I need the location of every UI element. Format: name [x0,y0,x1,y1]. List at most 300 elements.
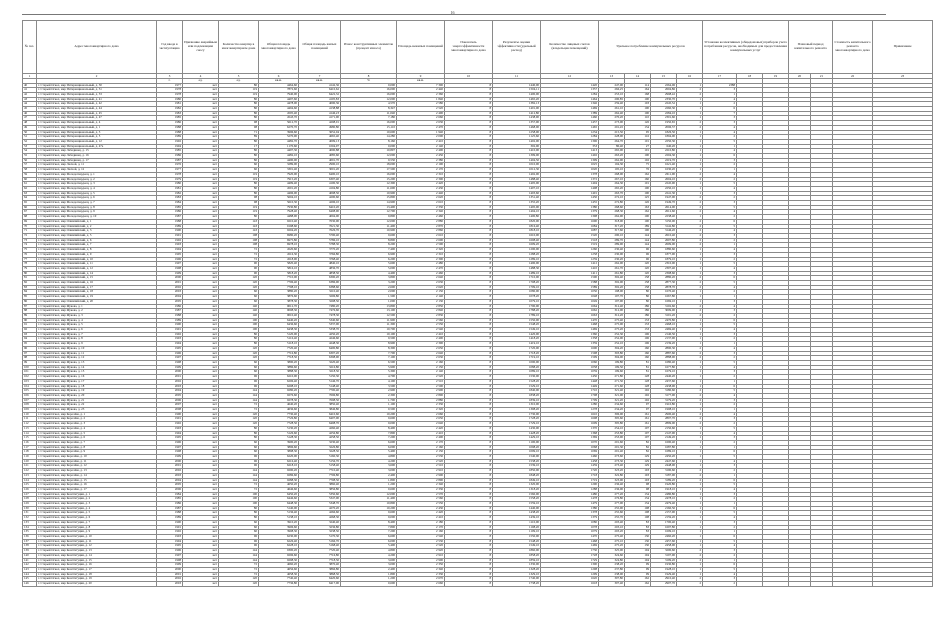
table-cell: 108 [219,238,259,243]
table-cell: нет [183,337,219,342]
table-cell: 2897,70 [651,417,677,422]
table-cell: 3218,50 [299,370,341,375]
table-cell: 2 310 [397,172,445,177]
table-cell: г. Старый Оскол, мкр Королёва, д. 17 [37,487,157,492]
table-cell: 199,50 [599,365,625,370]
table-cell: 2 430 [397,506,445,511]
table-cell: 2 [677,201,703,206]
table-cell: 198,00 [599,290,625,295]
table-cell: 144 [625,234,651,239]
table-cell: нет [183,309,219,314]
table-cell: 8 [445,516,493,521]
table-cell: 1 [677,328,703,333]
table-cell: 158 [625,276,651,281]
table-cell: 2140,50 [651,332,677,337]
table-cell: 130 [625,544,651,549]
table-cell: 1402 [541,154,599,159]
table-cell: г. Старый Оскол, мкр Жукова, д. 1 [37,304,157,309]
table-cell: 2006 [157,398,183,403]
table-cell: 8 [445,563,493,568]
table-cell: 4100,30 [299,182,341,187]
table-cell: 100 [219,502,259,507]
table-cell: 4464,60 [259,83,299,88]
table-cell: 1025 [541,163,599,168]
table-cell: 2877,30 [651,281,677,286]
table-cell: 7696,80 [299,393,341,398]
table-cell: 6216,40 [259,459,299,464]
table-cell: 1550,00 [493,318,541,323]
table-cell: 7,800 [341,431,397,436]
table-cell: 1719,10 [493,356,541,361]
table-cell: 2 [677,313,703,318]
table-cell: 3850,40 [299,403,341,408]
table-cell: 6978,10 [259,243,299,248]
table-cell: 1 [677,544,703,549]
table-cell: 4 [703,487,737,492]
table-cell: 2 [703,337,737,342]
table-cell: 2 160 [397,445,445,450]
table-cell: 1608,40 [493,238,541,243]
table-cell: 3856,80 [299,487,341,492]
table-cell: 8 [445,582,493,587]
table-cell: 1088,20 [493,365,541,370]
table-cell: 1411 [541,271,599,276]
table-cell: 2 [703,135,737,140]
table-cell: 60 [219,163,259,168]
table-cell: 291,45 [599,125,625,130]
table-cell: 2 330 [397,205,445,210]
table-cell: 1549,10 [493,328,541,333]
table-cell: 273,60 [599,455,625,460]
table-cell: 321,20 [599,398,625,403]
table-cell: 122 [23,469,37,474]
table-cell: 6226,40 [259,539,299,544]
table-cell: 4248,30 [299,342,341,347]
table-cell: 1620 [541,577,599,582]
table-cell: 1996 [157,549,183,554]
table-cell: 1 [677,154,703,159]
table-cell: г. Старый Оскол, мкр Жукова, д. 18 [37,384,157,389]
table-cell: 97 [625,403,651,408]
table-cell: 2 440 [397,191,445,196]
table-cell: 1465,20 [493,97,541,102]
table-cell: 1738,20 [493,582,541,587]
table-cell: 4640,20 [259,403,299,408]
table-cell: 2480,80 [651,492,677,497]
table-cell: нет [183,196,219,201]
table-cell: 3766,80 [299,252,341,257]
table-cell: нет [183,130,219,135]
table-cell: 1360 [541,332,599,337]
table-cell: 5120,00 [259,332,299,337]
table-cell: 5790,40 [299,234,341,239]
table-cell: г. Старый Оскол, мкр Олимпийский, д. 8 [37,248,157,253]
table-cell: 6230,00 [259,535,299,540]
table-cell: 70 [23,224,37,229]
table-cell: 72 [219,248,259,253]
table-cell: 4838,50 [299,271,341,276]
table-cell: 2 170 [397,440,445,445]
table-cell: 1457 [541,121,599,126]
table-cell: 56 [23,158,37,163]
table-cell: 4501,20 [259,186,299,191]
table-cell: 8 [445,440,493,445]
table-cell: 80 [219,116,259,121]
table-cell: 8 [445,379,493,384]
table-cell: 91 [23,323,37,328]
table-cell: нет [183,313,219,318]
table-cell: 2 620 [397,285,445,290]
table-cell: 1987 [157,309,183,314]
table-cell: 6220,00 [259,455,299,460]
table-cell: 1990 [157,412,183,417]
table-cell: 2 610 [397,234,445,239]
table-cell: 2 330 [397,403,445,408]
table-cell: 8 [445,328,493,333]
table-cell: 263,20 [599,154,625,159]
table-cell: 144 [219,478,259,483]
table-cell: 8 [445,309,493,314]
table-cell: 10,700 [341,328,397,333]
table-cell: нет [183,102,219,107]
table-cell: 3768,40 [299,257,341,262]
table-cell: 93 [23,332,37,337]
table-cell: 144 [625,243,651,248]
table-cell: 8 [445,473,493,478]
table-cell: 2 910 [397,469,445,474]
table-cell: 1489,10 [493,271,541,276]
table-cell: 2 350 [397,563,445,568]
table-cell: 8 [445,281,493,286]
col-header: № п.п. [23,21,37,74]
table-cell: 60 [219,168,259,173]
table-cell: 82 [625,450,651,455]
table-cell: 1404,50 [493,158,541,163]
table-cell: 69 [23,219,37,224]
column-unit: % [341,79,397,84]
table-cell: 80 [219,332,259,337]
table-cell: 6 [703,535,737,540]
table-cell: 4 [703,248,737,253]
table-cell: 2 [703,102,737,107]
table-cell: 8 [445,196,493,201]
table-cell: 140 [219,304,259,309]
table-cell: 2 [703,238,737,243]
table-cell: 2 570 [397,492,445,497]
table-cell: 1630,20 [651,168,677,173]
table-cell: 4,100 [341,379,397,384]
table-cell: 90 [219,271,259,276]
table-cell: 290,85 [599,97,625,102]
table-cell: 6270,70 [259,125,299,130]
table-cell: 63 [23,191,37,196]
table-cell: 1359 [541,342,599,347]
table-cell: 88 [23,309,37,314]
table-cell: 1816,40 [493,224,541,229]
table-cell: 144 [219,393,259,398]
table-cell: 1 [677,248,703,253]
table-cell: нет [183,111,219,116]
col-header: Удельное потребление коммунальных ресурсов [599,21,703,74]
table-cell: 1 [677,379,703,384]
table-cell: 1 [677,497,703,502]
table-cell: г. Старый Оскол, мкр Молодогвардеец, д. 9 [37,210,157,215]
table-cell: 2887,60 [651,351,677,356]
table-cell: 3226,80 [299,445,341,450]
table-cell: 1558,20 [493,497,541,502]
table-cell: 640,20 [651,144,677,149]
table-cell: 10,600 [341,130,397,135]
table-cell: 66 [23,205,37,210]
table-cell: 58 [23,168,37,173]
table-cell: 1458 [541,459,599,464]
table-cell: 108 [219,234,259,239]
table-cell: 5612,70 [259,121,299,126]
table-cell: 2 920 [397,549,445,554]
table-cell: нет [183,544,219,549]
table-row [23,582,933,587]
table-cell: 2 310 [397,252,445,257]
table-cell: 16,000 [341,88,397,93]
table-cell: 275,20 [599,328,625,333]
table-cell: 1720,00 [493,346,541,351]
table-cell: г. Старый Оскол, мкр Жукова, д. 6 [37,328,157,333]
table-cell: 1530,00 [493,375,541,380]
table-cell: 3230,40 [299,440,341,445]
table-cell: 144 [219,473,259,478]
table-cell: 247,00 [599,83,625,88]
table-cell: 193 [625,473,651,478]
table-cell: 194 [625,553,651,558]
table-cell: 7706,80 [299,473,341,478]
table-cell: 141 [23,558,37,563]
table-cell: 1999 [157,563,183,568]
register-sheet [22,20,912,587]
table-cell: 5338,70 [299,328,341,333]
table-cell: г. Старый Оскол, мкр Королёва, д. 15 [37,478,157,483]
table-cell: г. Старый Оскол, мкр Конституции, д. 16 [37,563,157,568]
table-cell: нет [183,516,219,521]
table-cell: 6210,00 [259,375,299,380]
table-cell: 1398 [541,215,599,220]
table-cell: 5128,30 [259,436,299,441]
table-cell: 3210,40 [299,290,341,295]
table-cell: 1080 [541,520,599,525]
table-cell: г. Старый Оскол, мкр Королёва, д. 4 [37,426,157,431]
table-cell: 1670,40 [651,290,677,295]
table-cell: 2008 [157,408,183,413]
table-cell: 8 [445,182,493,187]
table-cell: 4256,80 [299,431,341,436]
column-number: 11 [493,74,541,79]
table-cell: нет [183,257,219,262]
table-cell: 89 [219,135,259,140]
table-cell: 2 [703,215,737,220]
table-cell: 1985 [157,116,183,121]
table-cell: 8 [445,102,493,107]
table-cell: 8 [445,295,493,300]
table-cell: 143 [219,219,259,224]
table-cell: 10,897 [341,149,397,154]
table-cell: 1079,10 [493,299,541,304]
table-cell: 1300 [541,563,599,568]
table-cell: 72 [219,408,259,413]
table-cell: 1995 [157,544,183,549]
table-cell: 186 [625,313,651,318]
table-cell: 1357,00 [493,121,541,126]
table-cell: г. Старый Оскол, мкр Конституции, д. 6 [37,516,157,521]
table-cell: 11,400 [341,497,397,502]
table-cell: 4494,60 [259,107,299,112]
table-cell: нет [183,121,219,126]
table-cell: 99 [23,360,37,365]
table-cell: 2440,20 [651,375,677,380]
table-cell: 1 [677,539,703,544]
table-cell: 5 [703,483,737,488]
table-cell: 1 [677,130,703,135]
table-cell: 1978 [157,92,183,97]
table-cell: 2457,60 [651,539,677,544]
table-cell: 9210,40 [259,219,299,224]
table-cell: 7630,00 [299,219,341,224]
table-cell: 4 [703,431,737,436]
table-cell: 303,80 [599,351,625,356]
table-cell: 7,180 [341,116,397,121]
table-cell: 4 [703,459,737,464]
table-cell: 6228,10 [259,544,299,549]
table-cell: 2 [677,285,703,290]
table-cell: 4,700 [341,375,397,380]
table-cell: нет [183,483,219,488]
table-cell: 2 360 [397,92,445,97]
table-cell: нет [183,506,219,511]
table-cell: 1729 [541,558,599,563]
table-cell: 5136,40 [259,511,299,516]
table-cell: 12,000 [341,492,397,497]
table-cell: 1464 [541,97,599,102]
table-cell: 6 [703,450,737,455]
table-cell: 3236,80 [299,525,341,530]
table-cell: 7,800 [341,525,397,530]
table-cell: 1988 [157,219,183,224]
table-cell: 5 [703,389,737,394]
table-cell: 1358 [541,337,599,342]
table-cell: 1710 [541,389,599,394]
table-cell: 98 [625,487,651,492]
table-cell: 6 [703,154,737,159]
table-cell: 1985 [157,149,183,154]
table-cell: 8 [445,257,493,262]
table-cell: 8 [445,168,493,173]
table-cell: 10,900 [341,229,397,234]
table-cell: 262,40 [599,111,625,116]
table-cell: 215,50 [599,130,625,135]
table-cell: 1058 [541,365,599,370]
table-cell: 1994 [157,539,183,544]
table-cell: 1986 [157,154,183,159]
table-cell: 16,000 [341,121,397,126]
table-cell: г. Старый Оскол, мкр Конституции, д. 4 [37,506,157,511]
table-cell: 193 [625,469,651,474]
table-cell: 7700,40 [299,389,341,394]
table-cell: 8 [445,234,493,239]
table-cell: 2 [677,422,703,427]
table-cell: 15,800 [341,196,397,201]
table-cell: 186 [625,309,651,314]
table-cell: 1439,10 [493,516,541,521]
table-cell: 2 [703,553,737,558]
table-cell: нет [183,497,219,502]
table-cell: 3220,40 [299,360,341,365]
table-cell: 1982 [157,191,183,196]
table-cell: 81 [625,360,651,365]
table-cell: 4482,10 [259,154,299,159]
table-cell: 125 [23,483,37,488]
table-cell: 4,400 [341,271,397,276]
table-cell: 162 [625,577,651,582]
table-cell: 8 [445,530,493,535]
table-cell: 5 [703,281,737,286]
table-cell: 1983 [157,111,183,116]
table-cell: 5116,40 [259,337,299,342]
table-cell: 1993 [157,243,183,248]
table-cell: 262,00 [599,158,625,163]
table-cell: 3860,40 [299,483,341,488]
table-cell: 6398,90 [299,356,341,361]
table-cell: 1259 [541,257,599,262]
table-cell: нет [183,135,219,140]
table-cell: 161 [625,417,651,422]
table-cell: 6397,40 [299,177,341,182]
table-cell: 96 [219,375,259,380]
table-cell: 1 [677,149,703,154]
col-header: Количество квартир в многоквартирном доме [219,21,259,74]
table-cell: 4,200 [341,553,397,558]
table-cell: 96 [219,455,259,460]
table-cell: 1548,20 [493,323,541,328]
table-cell: 1488,30 [493,266,541,271]
table-cell: г. Старый Оскол, мкр Конституции, д. 5 [37,511,157,516]
table-cell: 1 [677,440,703,445]
table-cell: 120 [219,285,259,290]
table-cell: 109 [23,408,37,413]
col-header: Общая площадь жилых помещений [299,21,341,74]
table-cell: 1677,80 [651,365,677,370]
table-cell: 1 [677,445,703,450]
table-cell: 3199,20 [651,558,677,563]
table-cell: 1234 [541,130,599,135]
table-cell: 144 [219,398,259,403]
table-cell: 5610,30 [259,201,299,206]
table-cell: 116 [23,440,37,445]
table-cell: 2388 [703,83,737,88]
table-cell: 3142,80 [651,224,677,229]
table-cell: г. Старый Оскол, мкр Жукова, д. 17 [37,379,157,384]
table-cell: 2604,10 [651,177,677,182]
table-cell: 0,600 [341,582,397,587]
table-cell: 3 [703,332,737,337]
table-cell: 72 [219,572,259,577]
table-cell: 9278,30 [259,398,299,403]
table-cell: 2 [703,582,737,587]
table-cell: 1357 [541,88,599,93]
table-cell: 1450 [541,375,599,380]
table-cell: 1,500 [341,295,397,300]
table-cell: 2 460 [397,215,445,220]
table-cell: 2 560 [397,497,445,502]
table-cell: 1478 [541,497,599,502]
table-cell: 1407,10 [493,186,541,191]
